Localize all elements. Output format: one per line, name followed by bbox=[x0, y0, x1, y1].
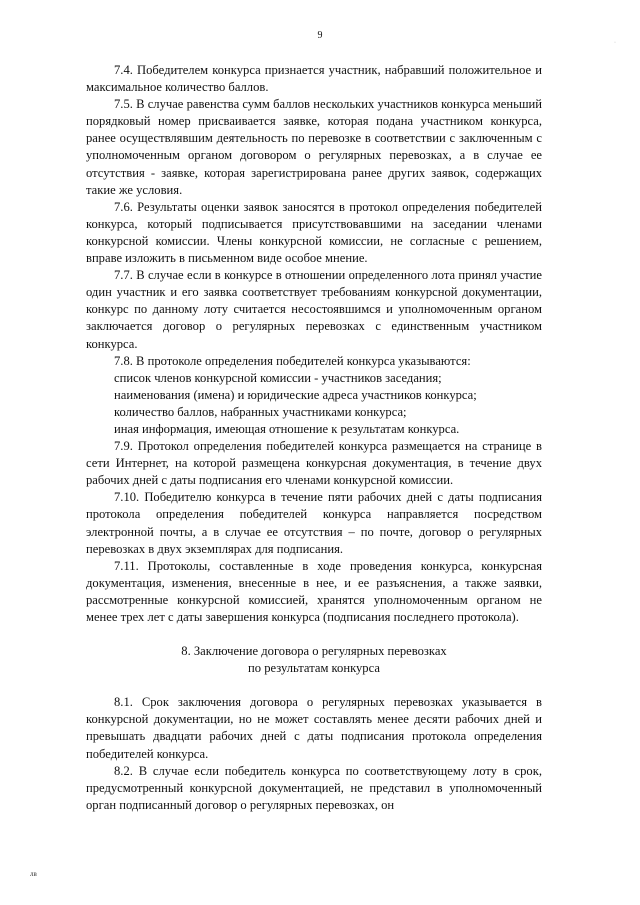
paragraph-7-7: 7.7. В случае если в конкурсе в отношении определенного лота принял участие один участник и его заявка соответствует требованиям конкурсной документации, конкурс по данному лоту считается несостоявшимся и уполномоченным органом заключается договор о регулярных перевозках с единственным участником конкурса. bbox=[86, 268, 542, 351]
paragraph-7-5: 7.5. В случае равенства сумм баллов нескольких участников конкурса меньший порядковый номер присваивается заявке, которая подана участником конкурса, ранее осуществлявшим деятельность по перевозке в соответствии с заключенным с уполномоченным органом договором о регулярных перевозках, а в случае ее отсутствия - заявке, которая зарегистрирована ранее других заявок, содержащих такие же условия. bbox=[86, 97, 542, 197]
list-item-points: количество баллов, набранных участниками конкурса; bbox=[114, 404, 407, 419]
paragraph-7-4: 7.4. Победителем конкурса признается участник, набравший положительное и максимальное количество баллов. bbox=[86, 63, 542, 95]
section-8-heading-line1: 8. Заключение договора о регулярных перевозках bbox=[181, 644, 447, 659]
list-item-commission-members: список членов конкурсной комиссии - участников заседания; bbox=[114, 370, 442, 385]
paragraph-8-1: 8.1. Срок заключения договора о регулярных перевозках указывается в конкурсной документации, но не может составлять менее десяти рабочих дней и превышать двадцати рабочих дней с даты подписания протокола определения победителей конкурса. bbox=[86, 695, 542, 761]
paragraph-7-9: 7.9. Протокол определения победителей конкурса размещается на странице в сети Интернет, на которой размещена конкурсная документация, в течение двух рабочих дней с даты подписания его членами конкурсной комиссии. bbox=[86, 439, 542, 488]
paragraph-7-8: 7.8. В протоколе определения победителей конкурса указываются: bbox=[114, 353, 471, 368]
section-8-heading bbox=[86, 643, 542, 677]
scan-edge-mark: · bbox=[614, 40, 616, 46]
paragraph-7-10: 7.10. Победителю конкурса в течение пяти рабочих дней с даты подписания протокола определения победителей конкурса направляется посредством электронной почты, а в случае ее отсутствия – по почте, договор о регулярных перевозках в двух экземплярах для подписания. bbox=[86, 490, 542, 556]
paragraph-7-11: 7.11. Протоколы, составленные в ходе проведения конкурса, конкурсная документация, изменения, внесенные в нее, и ее разъяснения, а также заявки, рассмотренные конкурсной комиссией, хранятся уполномоченным органом не менее трех лет с даты завершения конкурса (подписания последнего протокола). bbox=[86, 558, 542, 624]
list-item-participant-names: наименования (имена) и юридические адреса участников конкурса; bbox=[114, 387, 477, 402]
paragraph-7-6: 7.6. Результаты оценки заявок заносятся в протокол определения победителей конкурса, который подписывается присутствовавшими на заседании членами конкурсной комиссии. Члены конкурсной комиссии, не согласные с решением, вправе изложить в письменном виде особое мнение. bbox=[86, 199, 542, 266]
footer-mark: лв bbox=[30, 870, 37, 878]
list-item-other-info: иная информация, имеющая отношение к результатам конкурса. bbox=[114, 421, 460, 436]
section-8-heading-line2: по результатам конкурса bbox=[248, 661, 380, 676]
document-body bbox=[86, 62, 542, 814]
page-number: 9 bbox=[317, 30, 323, 41]
paragraph-8-2: 8.2. В случае если победитель конкурса по соответствующему лоту в срок, предусмотренный конкурсной документацией, не представил в уполномоченный орган подписанный договор о регулярных перевозках, он bbox=[86, 763, 542, 812]
